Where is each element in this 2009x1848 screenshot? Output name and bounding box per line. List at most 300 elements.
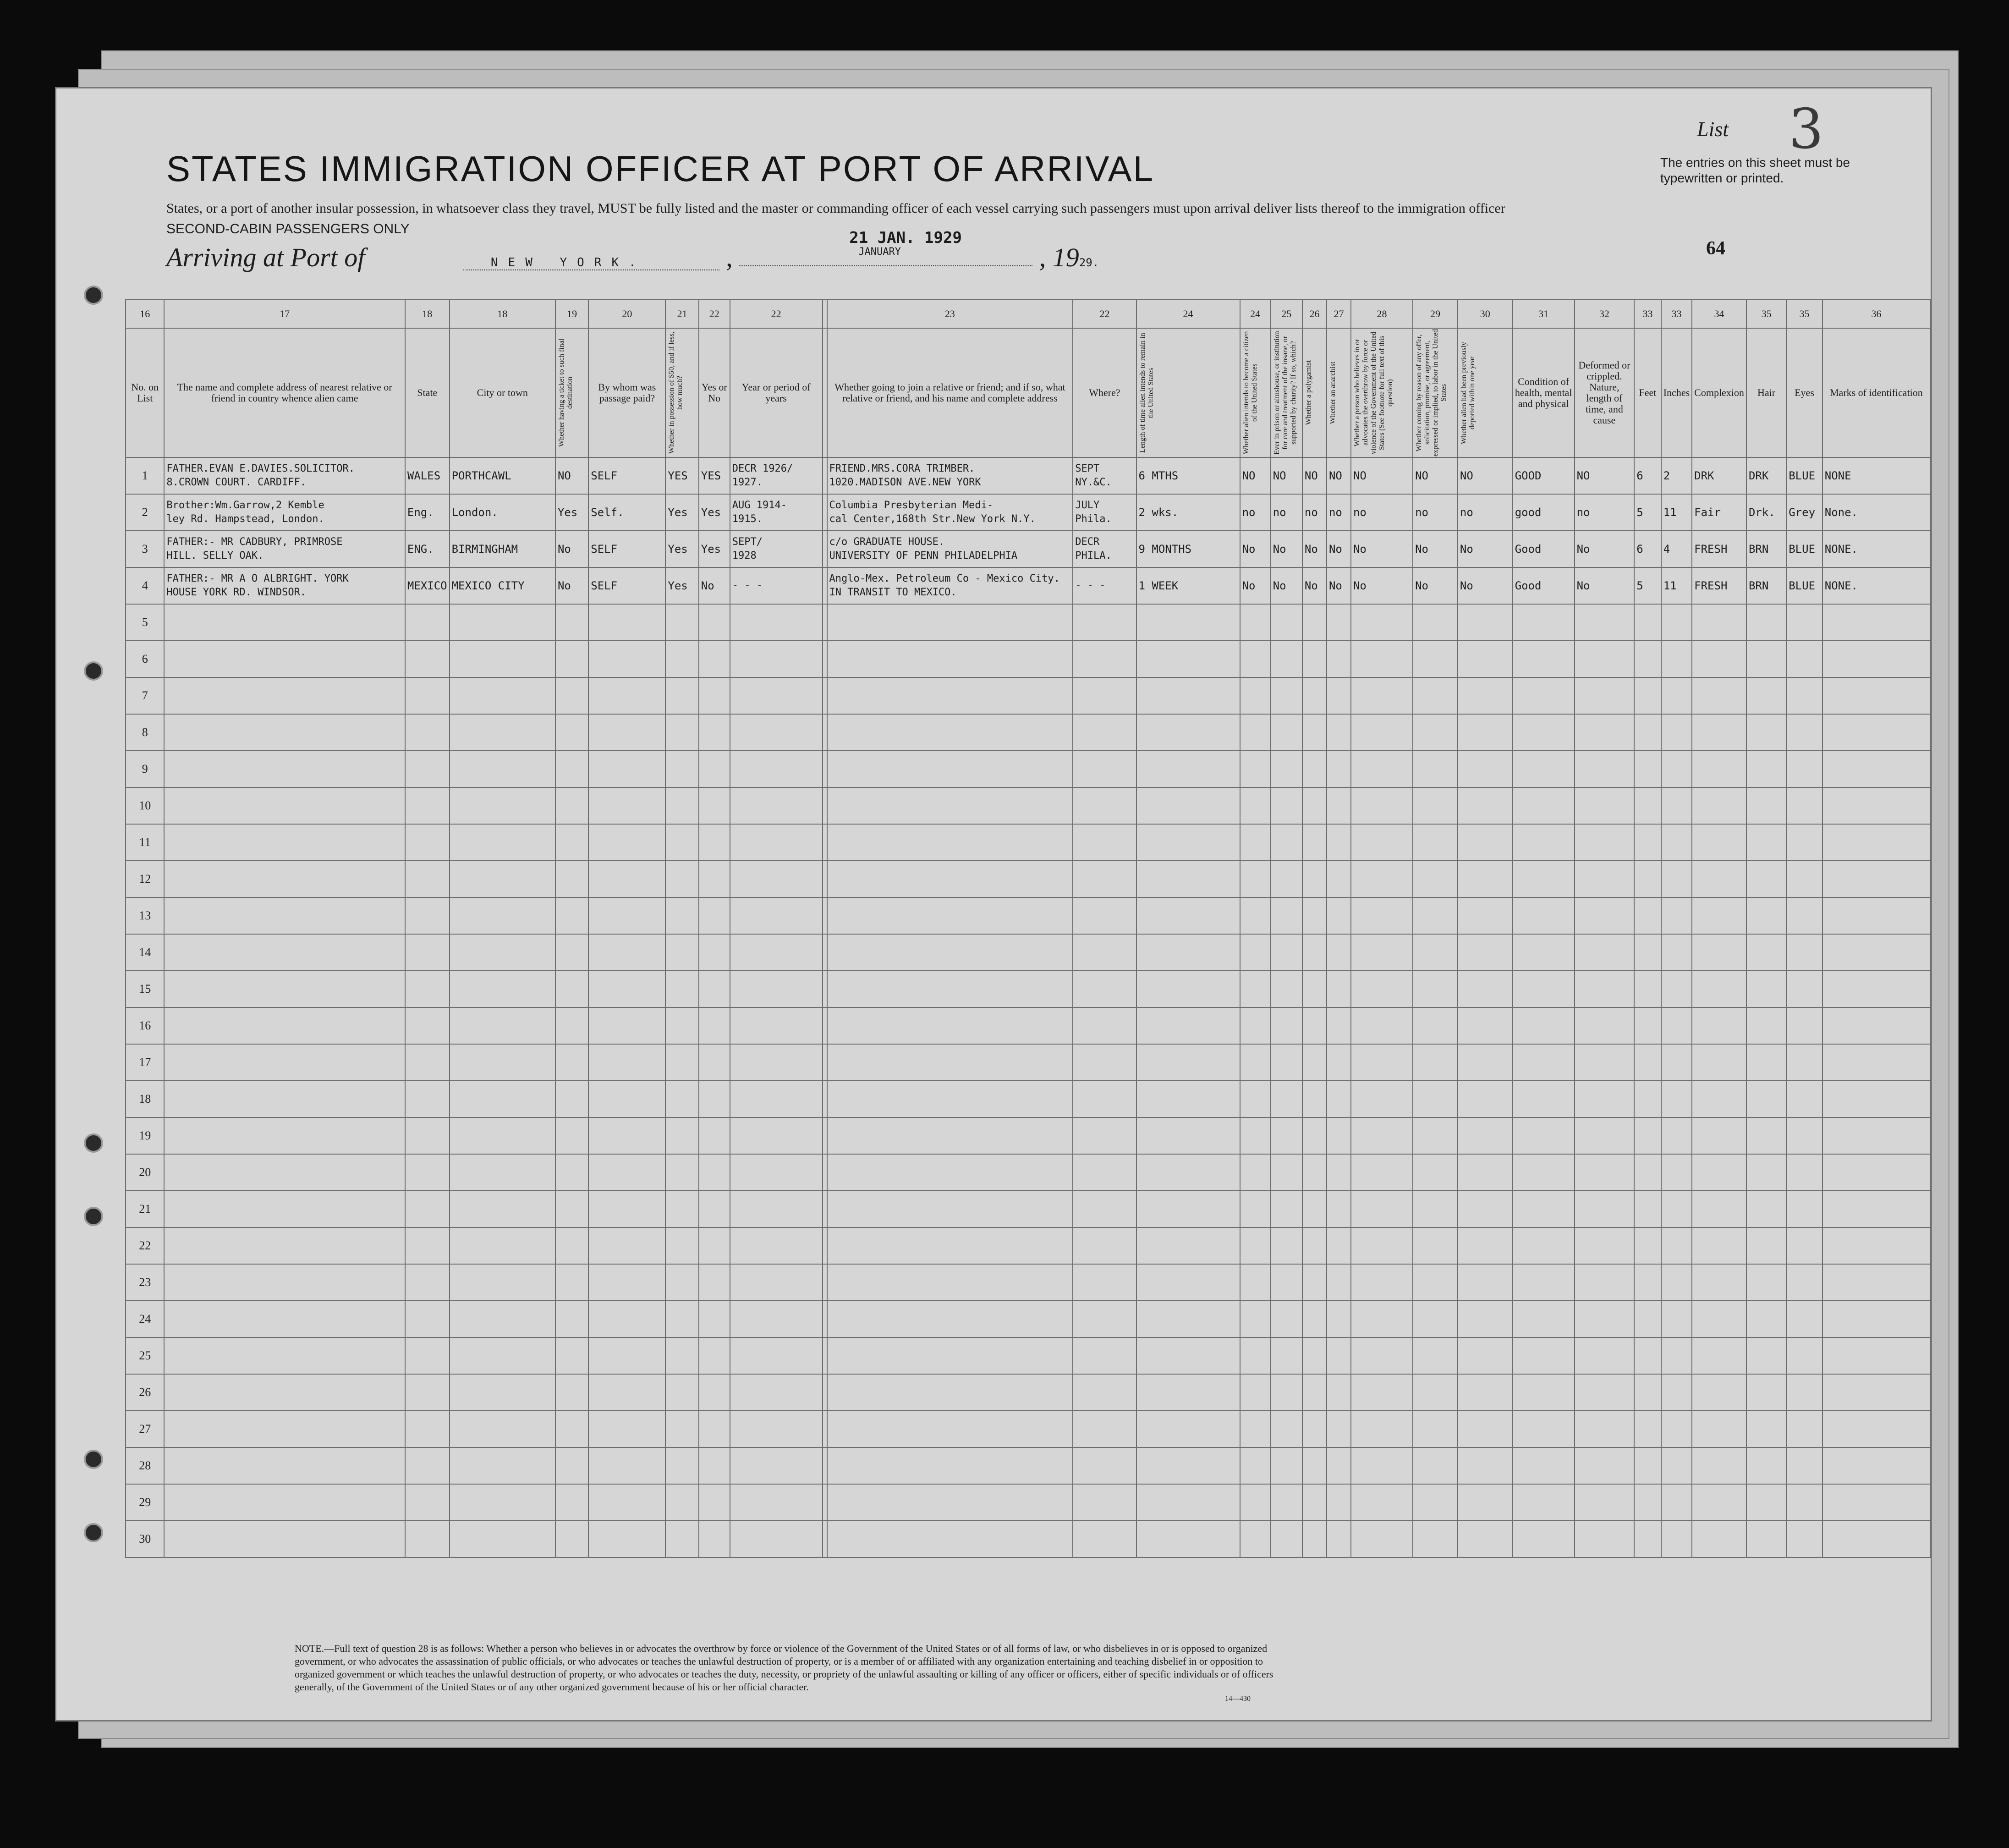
empty-cell [405, 971, 450, 1007]
empty-cell [1746, 1044, 1786, 1081]
empty-cell [1513, 787, 1575, 824]
empty-cell [164, 1264, 405, 1301]
empty-cell [730, 714, 823, 751]
cell-complexion: FRESH [1692, 531, 1746, 567]
empty-cell [827, 714, 1073, 751]
empty-cell [450, 787, 555, 824]
column-number: 26 [1302, 300, 1327, 328]
empty-cell [823, 1337, 827, 1374]
empty-cell [1302, 714, 1327, 751]
cell-feet: 6 [1634, 531, 1661, 567]
empty-cell [1271, 604, 1302, 641]
cell-money: Yes [665, 531, 698, 567]
empty-cell [1822, 604, 1930, 641]
row-number: 21 [126, 1191, 164, 1227]
column-number: 22 [730, 300, 823, 328]
empty-cell [450, 677, 555, 714]
empty-cell [1822, 934, 1930, 971]
cell-line: HILL. SELLY OAK. [166, 550, 264, 561]
empty-cell [1351, 1227, 1413, 1264]
empty-cell [1136, 1117, 1240, 1154]
port-label: Arriving at Port of [166, 242, 365, 272]
empty-cell [823, 1117, 827, 1154]
empty-cell [1634, 787, 1661, 824]
cell-line: ley Rd. Hampstead, London. [166, 513, 324, 525]
empty-cell [699, 677, 730, 714]
empty-cell [730, 1264, 823, 1301]
empty-cell [1302, 641, 1327, 677]
cell-before: Yes [699, 494, 730, 531]
empty-cell [588, 1227, 665, 1264]
empty-cell [1692, 1301, 1746, 1337]
empty-cell [1327, 677, 1351, 714]
empty-cell [588, 824, 665, 861]
empty-cell [1661, 1191, 1692, 1227]
cell-city: MEXICO CITY [450, 567, 555, 604]
empty-cell [1136, 677, 1240, 714]
empty-cell [1634, 641, 1661, 677]
empty-cell [1271, 861, 1302, 897]
row-number: 19 [126, 1117, 164, 1154]
empty-cell [1786, 1411, 1822, 1447]
q29-header [1413, 328, 1458, 457]
empty-cell [1575, 787, 1635, 824]
marks-header: Marks of identification [1822, 328, 1930, 457]
empty-cell [1413, 971, 1458, 1007]
empty-cell [1351, 1301, 1413, 1337]
empty-cell [555, 934, 588, 971]
empty-cell [1302, 787, 1327, 824]
empty-cell [827, 1374, 1073, 1411]
empty-cell [730, 1374, 823, 1411]
table-row [126, 1007, 1930, 1044]
cell-line: 1928 [732, 550, 757, 561]
empty-cell [1413, 1337, 1458, 1374]
empty-cell [1634, 1411, 1661, 1447]
empty-cell [730, 1191, 823, 1227]
purpose-length-header: Length of time alien intends to remain in the United States [1138, 333, 1155, 453]
empty-cell [1692, 1154, 1746, 1191]
empty-cell [823, 824, 827, 861]
table-row [126, 531, 1930, 567]
q28-header-text: Whether a person who believes in or advocates the overthrow by force or violence of the Government of the United States (See footnote for full text of this question) [1353, 331, 1394, 454]
empty-cell [823, 1007, 827, 1044]
empty-cell [1073, 971, 1136, 1007]
empty-cell [1327, 824, 1351, 861]
empty-cell [1073, 861, 1136, 897]
empty-cell [1073, 1374, 1136, 1411]
empty-cell [588, 861, 665, 897]
empty-cell [164, 1301, 405, 1337]
empty-cell [699, 1117, 730, 1154]
column-number: 18 [450, 300, 555, 328]
yes-no-header: Yes or No [699, 328, 730, 457]
cell-relative [164, 457, 405, 494]
empty-cell [1413, 934, 1458, 971]
empty-cell [1271, 751, 1302, 787]
empty-cell [1786, 1191, 1822, 1227]
cell-deformed: No [1575, 567, 1635, 604]
empty-cell [555, 1484, 588, 1521]
cell-inches: 11 [1661, 494, 1692, 531]
empty-cell [1302, 897, 1327, 934]
empty-cell [1575, 1521, 1635, 1557]
empty-cell [1351, 604, 1413, 641]
empty-cell [1351, 861, 1413, 897]
cell-complexion: Fair [1692, 494, 1746, 531]
empty-cell [1786, 1081, 1822, 1117]
empty-cell [1634, 1227, 1661, 1264]
year-value: 29. [1079, 256, 1099, 269]
prison-header [1271, 328, 1302, 457]
empty-cell [1634, 1264, 1661, 1301]
empty-cell [1661, 897, 1692, 934]
no-on-list-header: No. on List [126, 328, 164, 457]
empty-cell [1302, 1191, 1327, 1227]
empty-cell [1271, 1081, 1302, 1117]
health-header: Condition of health, mental and physical [1513, 328, 1575, 457]
cell-no: 4 [126, 567, 164, 604]
empty-cell [1073, 1411, 1136, 1447]
empty-cell [1351, 1337, 1413, 1374]
cell-no: 1 [126, 457, 164, 494]
empty-cell [1136, 824, 1240, 861]
empty-cell [1240, 1411, 1271, 1447]
row-number: 11 [126, 824, 164, 861]
empty-cell [450, 897, 555, 934]
empty-cell [823, 1301, 827, 1337]
empty-cell [730, 1081, 823, 1117]
empty-cell [1746, 751, 1786, 787]
empty-cell [1240, 1521, 1271, 1557]
cell-hair: BRN [1746, 567, 1786, 604]
empty-cell [1413, 1227, 1458, 1264]
table-row [126, 641, 1930, 677]
empty-cell [164, 1521, 405, 1557]
empty-cell [164, 1117, 405, 1154]
empty-cell [665, 1411, 698, 1447]
column-number-row [126, 300, 1930, 328]
empty-cell [1786, 1521, 1822, 1557]
row-number: 5 [126, 604, 164, 641]
empty-cell [450, 1007, 555, 1044]
empty-cell [588, 971, 665, 1007]
empty-cell [1822, 714, 1930, 751]
empty-cell [1746, 1191, 1786, 1227]
empty-cell [827, 751, 1073, 787]
empty-cell [1413, 751, 1458, 787]
empty-cell [1136, 861, 1240, 897]
cell-q29: no [1413, 494, 1458, 531]
empty-cell [450, 751, 555, 787]
nearest-relative-header: The name and complete address of nearest relative or friend in country whence alien came [164, 328, 405, 457]
empty-cell [450, 1264, 555, 1301]
table-row [126, 714, 1930, 751]
empty-cell [1746, 1411, 1786, 1447]
empty-cell [1822, 1447, 1930, 1484]
column-number: 22 [1073, 300, 1136, 328]
cell-paid: SELF [588, 457, 665, 494]
cell-polygamist: no [1302, 494, 1327, 531]
empty-cell [1513, 1191, 1575, 1227]
column-number: 36 [1822, 300, 1930, 328]
empty-cell [450, 934, 555, 971]
empty-cell [1746, 1081, 1786, 1117]
empty-cell [1302, 1447, 1327, 1484]
cell-paid: Self. [588, 494, 665, 531]
empty-cell [1302, 861, 1327, 897]
empty-cell [1327, 1007, 1351, 1044]
empty-cell [823, 1154, 827, 1191]
cell-p-citizen: no [1240, 494, 1271, 531]
cell-line: SEPT [1075, 463, 1100, 474]
empty-cell [164, 1227, 405, 1264]
empty-cell [1302, 971, 1327, 1007]
empty-cell [1661, 1411, 1692, 1447]
empty-cell [823, 714, 827, 751]
empty-cell [555, 1191, 588, 1227]
empty-cell [1351, 641, 1413, 677]
empty-cell [1786, 861, 1822, 897]
empty-cell [827, 897, 1073, 934]
empty-cell [588, 1117, 665, 1154]
empty-cell [1575, 1337, 1635, 1374]
empty-cell [1240, 971, 1271, 1007]
empty-cell [730, 1301, 823, 1337]
row-number: 16 [126, 1007, 164, 1044]
empty-cell [555, 1154, 588, 1191]
empty-cell [827, 1081, 1073, 1117]
empty-cell [665, 677, 698, 714]
empty-cell [1351, 751, 1413, 787]
empty-cell [827, 1264, 1073, 1301]
year-label: 19 [1052, 242, 1079, 272]
empty-cell [588, 934, 665, 971]
empty-cell [1073, 751, 1136, 787]
empty-cell [1575, 1191, 1635, 1227]
empty-cell [1240, 1191, 1271, 1227]
empty-cell [555, 1447, 588, 1484]
table-row [126, 897, 1930, 934]
cell-inches: 2 [1661, 457, 1692, 494]
spacer-cell [823, 531, 827, 567]
empty-cell [164, 897, 405, 934]
empty-cell [1786, 1374, 1822, 1411]
empty-cell [1351, 1484, 1413, 1521]
table-row [126, 787, 1930, 824]
empty-cell [1073, 1227, 1136, 1264]
empty-cell [1458, 1521, 1513, 1557]
empty-cell [827, 824, 1073, 861]
empty-cell [1136, 1227, 1240, 1264]
empty-cell [730, 861, 823, 897]
empty-cell [1822, 751, 1930, 787]
cell-health: Good [1513, 531, 1575, 567]
empty-cell [1327, 751, 1351, 787]
empty-cell [1513, 934, 1575, 971]
empty-cell [665, 1154, 698, 1191]
empty-cell [1271, 1411, 1302, 1447]
empty-cell [1513, 641, 1575, 677]
table-row [126, 677, 1930, 714]
empty-cell [823, 934, 827, 971]
empty-cell [1271, 1374, 1302, 1411]
empty-cell [1634, 1044, 1661, 1081]
cell-hair: DRK [1746, 457, 1786, 494]
empty-cell [405, 1044, 450, 1081]
empty-cell [1661, 1447, 1692, 1484]
empty-cell [730, 787, 823, 824]
passage-paid-header: By whom was passage paid? [588, 328, 665, 457]
empty-cell [1786, 714, 1822, 751]
empty-cell [555, 1411, 588, 1447]
empty-cell [1271, 1447, 1302, 1484]
empty-cell [1073, 1044, 1136, 1081]
row-number: 29 [126, 1484, 164, 1521]
empty-cell [1661, 1117, 1692, 1154]
empty-cell [1327, 861, 1351, 897]
empty-cell [1351, 1044, 1413, 1081]
cell-polygamist: NO [1302, 457, 1327, 494]
empty-cell [1634, 934, 1661, 971]
row-number: 27 [126, 1411, 164, 1447]
empty-cell [1513, 1521, 1575, 1557]
empty-cell [1413, 1301, 1458, 1337]
cell-eyes: Grey [1786, 494, 1822, 531]
empty-cell [1413, 1007, 1458, 1044]
empty-cell [1746, 641, 1786, 677]
empty-cell [699, 1044, 730, 1081]
cell-health: GOOD [1513, 457, 1575, 494]
empty-cell [1661, 1374, 1692, 1411]
empty-cell [665, 897, 698, 934]
cell-prison: no [1271, 494, 1302, 531]
empty-cell [665, 1337, 698, 1374]
sheet-number: 64 [1706, 238, 1725, 259]
empty-cell [699, 1007, 730, 1044]
table-row [126, 1447, 1930, 1484]
q30-header-text: Whether alien had been previously deported within one year [1460, 341, 1476, 444]
cell-ticket: Yes [555, 494, 588, 531]
empty-cell [1240, 714, 1271, 751]
cell-q30: NO [1458, 457, 1513, 494]
empty-cell [1458, 1154, 1513, 1191]
empty-cell [1692, 934, 1746, 971]
empty-cell [1692, 1374, 1746, 1411]
empty-cell [1661, 751, 1692, 787]
empty-cell [1136, 604, 1240, 641]
cell-marks: NONE. [1822, 567, 1930, 604]
empty-cell [1136, 1044, 1240, 1081]
empty-cell [1822, 1044, 1930, 1081]
empty-cell [1746, 1337, 1786, 1374]
empty-cell [1073, 641, 1136, 677]
empty-cell [588, 1081, 665, 1117]
column-number: 22 [699, 300, 730, 328]
column-number: 33 [1634, 300, 1661, 328]
empty-cell [1661, 714, 1692, 751]
empty-cell [827, 861, 1073, 897]
empty-cell [405, 677, 450, 714]
cell-line: c/o GRADUATE HOUSE. [829, 536, 945, 548]
empty-cell [1240, 1081, 1271, 1117]
empty-cell [1271, 714, 1302, 751]
empty-cell [1240, 677, 1271, 714]
empty-cell [1302, 1117, 1327, 1154]
empty-cell [588, 1044, 665, 1081]
empty-cell [1413, 1154, 1458, 1191]
empty-cell [1271, 1484, 1302, 1521]
class-line: SECOND-CABIN PASSENGERS ONLY [166, 221, 410, 236]
empty-cell [699, 1154, 730, 1191]
empty-cell [450, 1154, 555, 1191]
cell-marks: None. [1822, 494, 1930, 531]
empty-cell [1073, 1484, 1136, 1521]
empty-cell [1458, 1264, 1513, 1301]
empty-cell [1746, 1007, 1786, 1044]
cell-ticket: No [555, 567, 588, 604]
empty-cell [1327, 714, 1351, 751]
empty-cell [823, 751, 827, 787]
empty-cell [450, 714, 555, 751]
empty-cell [1746, 1264, 1786, 1301]
manifest-sheet [55, 87, 1932, 1722]
empty-cell [1458, 824, 1513, 861]
cell-eyes: BLUE [1786, 567, 1822, 604]
empty-cell [1073, 1521, 1136, 1557]
year-period-header: Year or period of years [730, 328, 823, 457]
empty-cell [730, 641, 823, 677]
empty-cell [555, 971, 588, 1007]
empty-cell [1786, 1044, 1822, 1081]
empty-cell [1513, 1044, 1575, 1081]
empty-cell [588, 677, 665, 714]
empty-cell [1513, 897, 1575, 934]
empty-cell [1634, 1117, 1661, 1154]
empty-cell [405, 1264, 450, 1301]
empty-cell [1634, 861, 1661, 897]
empty-cell [1327, 1447, 1351, 1484]
empty-cell [450, 971, 555, 1007]
empty-cell [555, 861, 588, 897]
anarchist-header [1327, 328, 1351, 457]
empty-cell [1271, 1337, 1302, 1374]
cell-line: 8.CROWN COURT. CARDIFF. [166, 477, 307, 488]
empty-cell [555, 1117, 588, 1154]
empty-cell [1458, 1374, 1513, 1411]
cell-line: SEPT/ [732, 536, 763, 548]
empty-cell [1822, 1227, 1930, 1264]
empty-cell [164, 641, 405, 677]
table-row [126, 1044, 1930, 1081]
empty-cell [1692, 1044, 1746, 1081]
empty-cell [405, 787, 450, 824]
empty-cell [1073, 1154, 1136, 1191]
empty-cell [1746, 1227, 1786, 1264]
empty-cell [730, 1227, 823, 1264]
empty-cell [665, 861, 698, 897]
empty-cell [1136, 1521, 1240, 1557]
empty-cell [1413, 677, 1458, 714]
empty-cell [1786, 934, 1822, 971]
empty-cell [1271, 824, 1302, 861]
empty-cell [1073, 714, 1136, 751]
cell-money: Yes [665, 567, 698, 604]
empty-cell [164, 1081, 405, 1117]
empty-cell [827, 1007, 1073, 1044]
empty-cell [1351, 714, 1413, 751]
empty-cell [1240, 824, 1271, 861]
